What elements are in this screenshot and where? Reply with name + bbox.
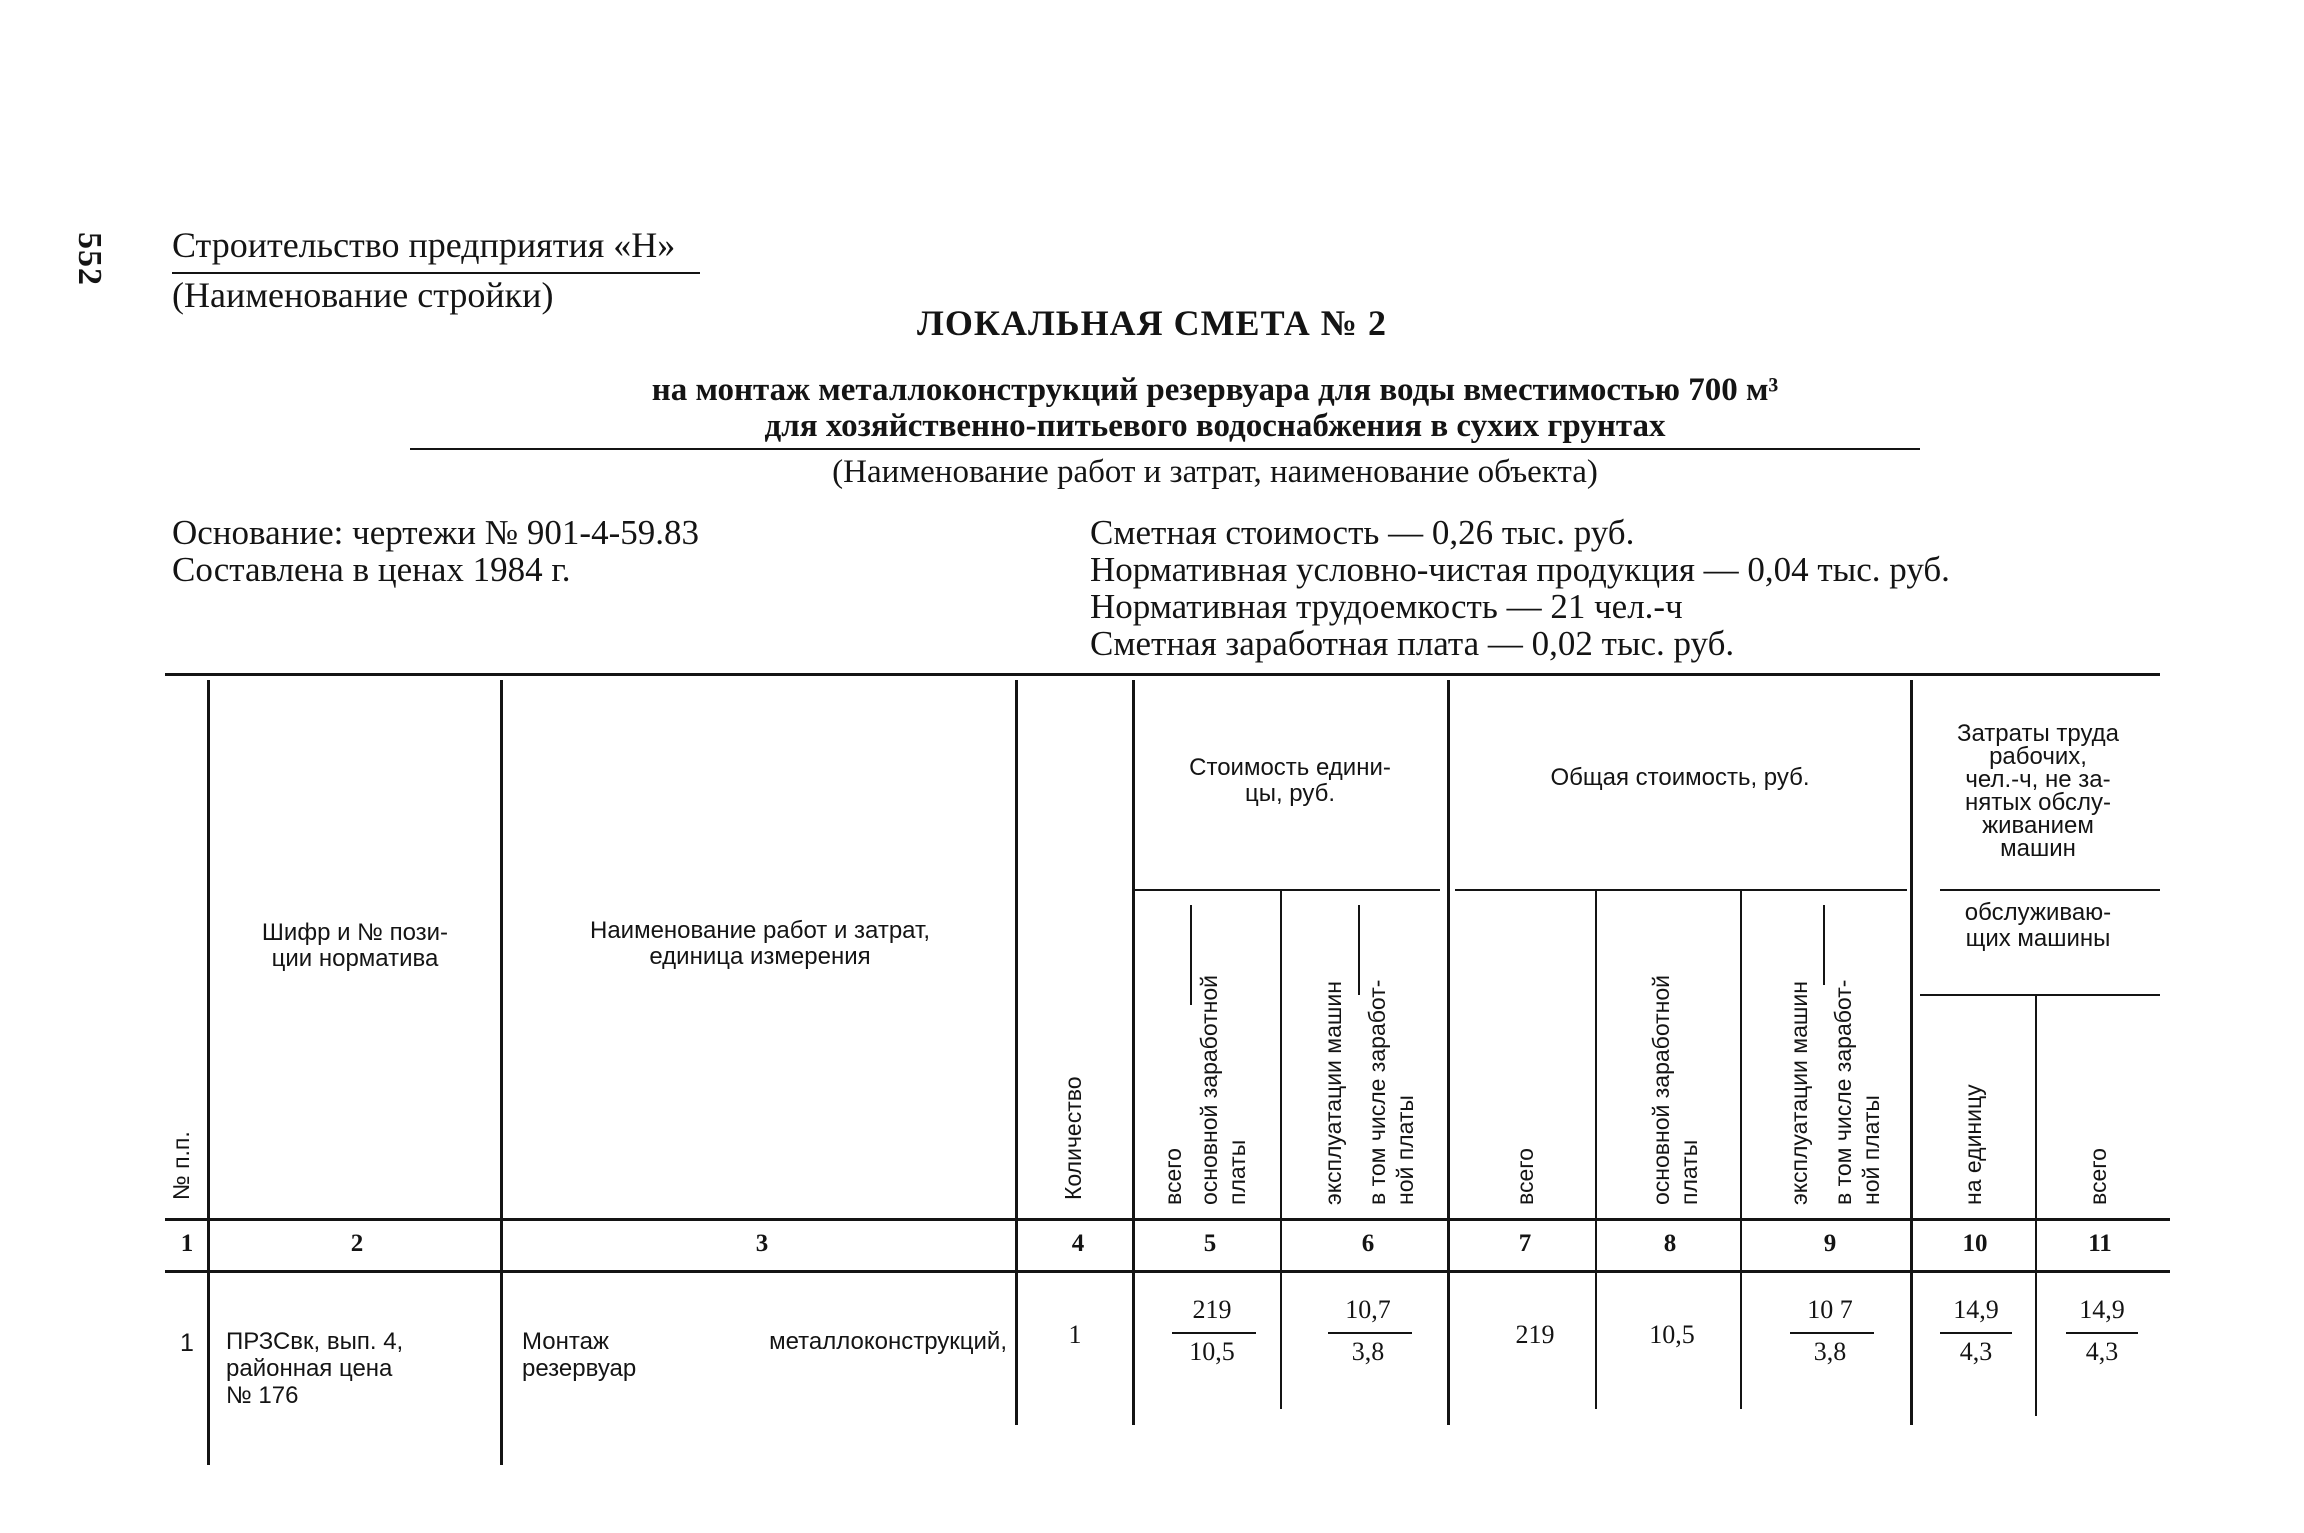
header-c11-total: всего [2085,1148,2111,1205]
column-number: 4 [1071,1230,1085,1257]
header-total-cost: Общая стоимость, руб. [1550,764,1810,791]
info-left [172,514,699,588]
c8-wage-value: 10,5 [1649,1320,1695,1349]
c6-wages-value: 3,8 [1351,1337,1385,1366]
row-code: ПРЗСвк, вып. 4, районная цена № 176 [226,1328,404,1409]
c5-total-value: 219 [1192,1295,1232,1324]
c6-fraction-bar [1328,1332,1412,1334]
col-divider-3 [1015,680,1018,1425]
col-divider-1 [207,680,210,1465]
col-divider-9 [1910,680,1913,1425]
header-number: № п.п. [168,1131,194,1200]
column-number: 3 [755,1230,769,1257]
col-divider-5 [1280,889,1282,1409]
labor-subrule [1940,889,2160,891]
c11-total-value: 14,9 [2079,1295,2125,1324]
construction-caption: (Наименование стройки) [172,275,554,315]
document-subtitle-line1: на монтаж металлоконструкций резервуара для воды вместимостью 700 м³ [651,372,1779,408]
prices-text: Составлена в ценах 1984 г. [172,550,571,589]
c9-inner-rule [1823,905,1825,985]
column-number: 7 [1518,1230,1532,1257]
column-number: 5 [1203,1230,1217,1257]
c10-fraction-bar [1940,1332,2012,1334]
column-number: 9 [1823,1230,1837,1257]
header-c6-machines: эксплуатации машин [1320,981,1346,1205]
header-labor: Затраты труда рабочих, чел.-ч, не за- нятых обслу- живанием машин [1956,720,2119,862]
header-quantity: Количество [1060,1076,1086,1200]
row-number: 1 [180,1329,194,1357]
c10-service-value: 4,3 [1959,1337,1993,1366]
header-unit-cost: Стоимость едини- цы, руб. [1189,754,1391,807]
unit-cost-subrule [1132,889,1440,891]
col-divider-4 [1132,680,1135,1425]
row-work-name: Монтаж металлоконструкций, резервуар [522,1328,1007,1382]
c10-per-unit-value: 14,9 [1953,1295,1999,1324]
wages-text: Сметная заработная плата — 0,02 тыс. руб. [1090,624,1735,663]
header-service: обслуживаю- щих машины [1964,899,2112,952]
construction-name: Строительство предприятия «Н» [172,225,676,265]
net-production-text: Нормативная условно-чистая продукция — 0,04 тыс. руб. [1090,550,1950,589]
header-c5-total: всего [1160,1148,1186,1205]
column-number: 1 [180,1230,194,1257]
header-code: Шифр и № пози- ции норматива [261,919,449,972]
service-subrule [1920,994,2160,996]
header-c9-wages: ной платы [1858,1095,1884,1205]
c11-fraction-bar [2066,1332,2138,1334]
c5-inner-rule [1190,905,1192,1005]
col-divider-2 [500,680,503,1465]
header-bottom-rule [165,1218,2170,1221]
document-subtitle-line2: для хозяйственно-питьевого водоснабжения в сухих грунтах [764,408,1666,444]
colnum-bottom-rule [165,1270,2170,1273]
page-number: 552 [71,232,108,286]
document-title: ЛОКАЛЬНАЯ СМЕТА № 2 [917,303,1387,343]
c9-fraction-bar [1790,1332,1874,1334]
header-work-name: Наименование работ и затрат, единица измерения [589,917,931,970]
estimated-cost-text: Сметная стоимость — 0,26 тыс. руб. [1090,513,1635,552]
header-c5-wage2: платы [1224,1139,1250,1205]
c5-fraction-bar [1172,1332,1256,1334]
column-number: 6 [1361,1230,1375,1257]
c11-service-value: 4,3 [2085,1337,2119,1366]
header-c8-wage1: основной заработной [1648,975,1674,1205]
col-divider-8 [1740,889,1742,1409]
c6-inner-rule [1358,905,1360,995]
col-divider-6 [1447,680,1450,1425]
info-right [1090,514,1950,662]
col-divider-10 [2035,996,2037,1416]
c9-wages-value: 3,8 [1813,1337,1847,1366]
col-divider-7 [1595,889,1597,1409]
header-c6-incl: в том числе заработ- [1364,979,1390,1205]
row-quantity: 1 [1068,1320,1082,1349]
work-caption: (Наименование работ и затрат, наименование объекта) [832,454,1598,490]
labor-intensity-text: Нормативная трудоемкость — 21 чел.-ч [1090,587,1683,626]
subtitle-underline [410,448,1920,450]
basis-text: Основание: чертежи № 901-4-59.83 [172,513,699,552]
header-c8-wage2: платы [1676,1139,1702,1205]
total-cost-subrule [1455,889,1907,891]
c7-total-value: 219 [1515,1320,1555,1349]
c5-wage-value: 10,5 [1189,1337,1235,1366]
column-number: 11 [2088,1230,2112,1257]
column-number: 2 [350,1230,364,1257]
c6-machines-value: 10,7 [1345,1295,1391,1324]
header-c7-total: всего [1512,1148,1538,1205]
header-c9-machines: эксплуатации машин [1786,981,1812,1205]
header-c10-per-unit: на единицу [1960,1084,1986,1205]
header-c6-wages: ной платы [1392,1095,1418,1205]
c9-machines-value: 10 7 [1807,1295,1853,1324]
column-number: 8 [1663,1230,1677,1257]
column-number: 10 [1962,1230,1988,1257]
header-c5-wage1: основной заработной [1196,975,1222,1205]
table-top-rule [165,673,2160,676]
header-c9-incl: в том числе заработ- [1830,979,1856,1205]
